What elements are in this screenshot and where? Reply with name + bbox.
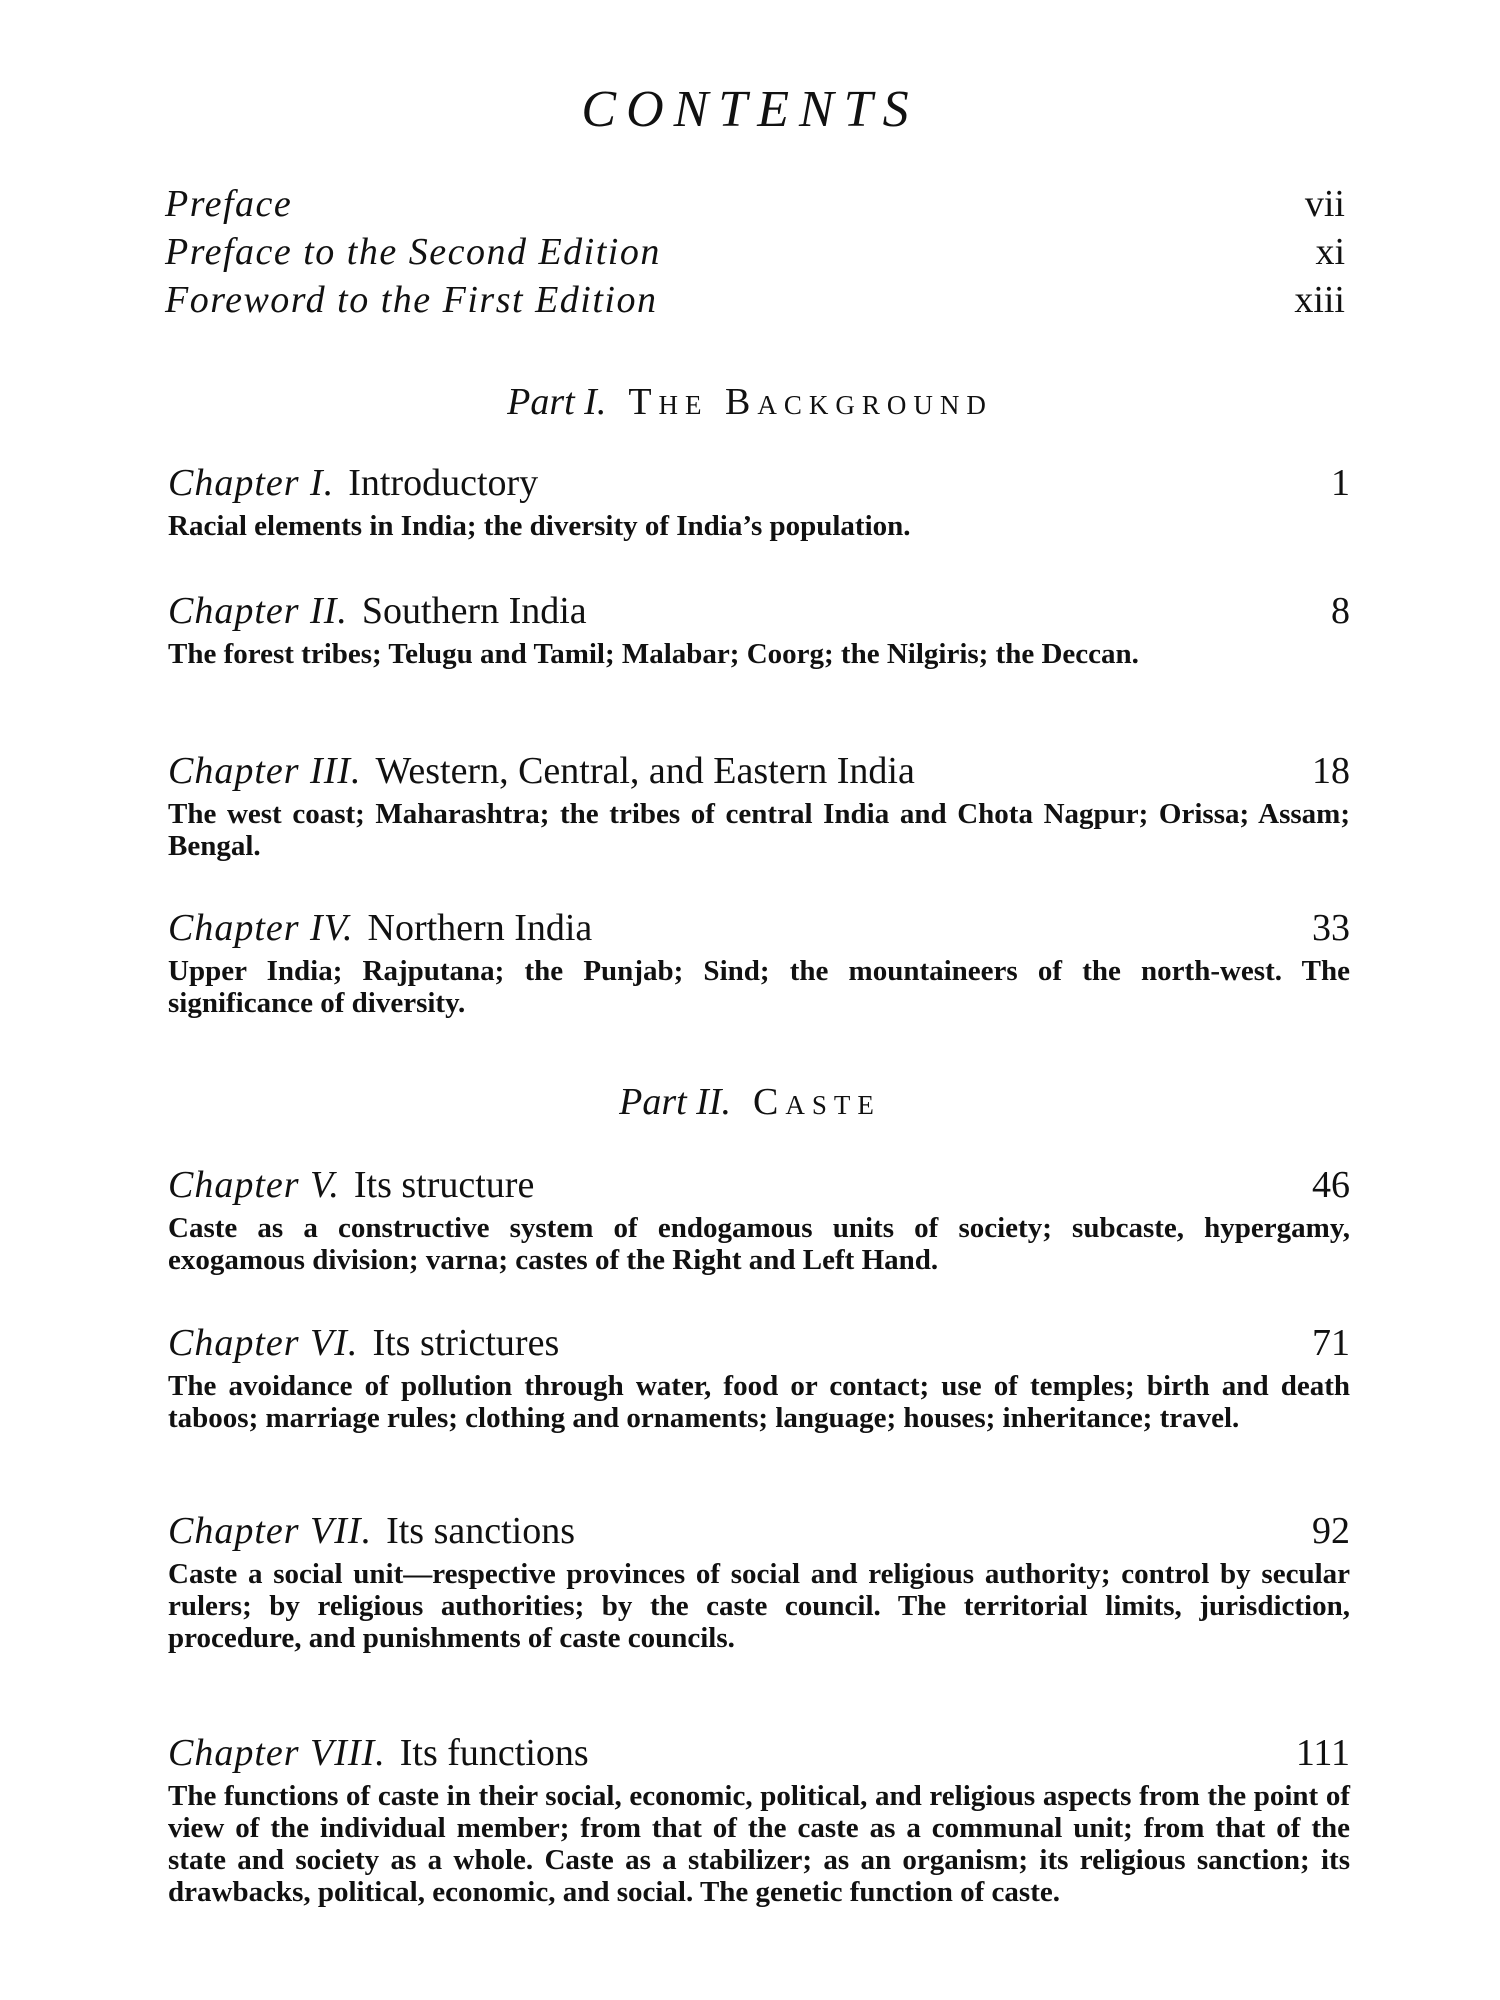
chapter-entry xyxy=(168,748,1350,862)
chapter-label: Chapter III. xyxy=(168,750,362,792)
front-matter-page: vii xyxy=(1304,183,1345,225)
chapter-summary: Caste a social unit—respective provinces of social and religious authority; control by secular rulers; by religious authorities; by the caste council. The territorial limits, jurisdiction, procedure, and punishments of caste councils. xyxy=(168,1558,1350,1654)
front-matter-label: Foreword to the First Edition xyxy=(165,279,658,321)
chapter-heading xyxy=(168,1730,1350,1776)
chapter-page: 111 xyxy=(1295,1732,1350,1774)
front-matter-label: Preface xyxy=(165,183,293,225)
chapter-heading xyxy=(168,905,1350,951)
chapter-label: Chapter IV. xyxy=(168,907,354,949)
part-label: Part II. xyxy=(619,1081,731,1123)
chapter-summary: Racial elements in India; the diversity of India’s population. xyxy=(168,510,911,542)
part-name: Caste xyxy=(753,1081,881,1123)
chapter-title: Its strictures xyxy=(372,1322,560,1364)
chapter-title: Western, Central, and Eastern India xyxy=(375,750,915,792)
chapter-summary: The forest tribes; Telugu and Tamil; Malabar; Coorg; the Nilgiris; the Deccan. xyxy=(168,638,1139,670)
chapter-entry xyxy=(168,588,1350,670)
chapter-entry xyxy=(168,1320,1350,1434)
chapter-page: 71 xyxy=(1312,1322,1350,1364)
chapter-heading xyxy=(168,1508,1350,1554)
front-matter-page: xiii xyxy=(1294,279,1345,321)
chapter-page: 8 xyxy=(1331,590,1350,632)
chapter-entry xyxy=(168,905,1350,1019)
chapter-summary: The west coast; Maharashtra; the tribes of central India and Chota Nagpur; Orissa; Assam; Bengal. xyxy=(168,798,1350,862)
chapter-heading xyxy=(168,1162,1350,1208)
front-matter-entry xyxy=(165,278,1345,322)
chapter-heading xyxy=(168,748,1350,794)
chapter-summary: Upper India; Rajputana; the Punjab; Sind; the mountaineers of the north-west. The significance of diversity. xyxy=(168,955,1350,1019)
chapter-entry xyxy=(168,1162,1350,1276)
page-title: CONTENTS xyxy=(581,81,919,138)
chapter-summary: The avoidance of pollution through water, food or contact; use of temples; birth and death taboos; marriage rules; clothing and ornaments; language; houses; inheritance; travel. xyxy=(168,1370,1350,1434)
part-name: The Background xyxy=(628,381,993,423)
chapter-heading xyxy=(168,460,1350,506)
part-heading xyxy=(0,1080,1500,1124)
chapter-page: 33 xyxy=(1312,907,1350,949)
chapter-title: Northern India xyxy=(367,907,593,949)
chapter-page: 1 xyxy=(1331,462,1350,504)
chapter-title: Its sanctions xyxy=(386,1510,576,1552)
chapter-title: Its functions xyxy=(399,1732,589,1774)
part-label: Part I. xyxy=(507,381,607,423)
chapter-label: Chapter VIII. xyxy=(168,1732,386,1774)
chapter-entry xyxy=(168,460,1350,542)
chapter-page: 46 xyxy=(1312,1164,1350,1206)
front-matter-page: xi xyxy=(1315,231,1345,273)
front-matter-label: Preface to the Second Edition xyxy=(165,231,661,273)
chapter-entry xyxy=(168,1508,1350,1654)
chapter-title: Introductory xyxy=(348,462,539,504)
chapter-entry xyxy=(168,1730,1350,1908)
chapter-heading xyxy=(168,588,1350,634)
chapter-label: Chapter I. xyxy=(168,462,335,504)
chapter-title: Southern India xyxy=(361,590,587,632)
front-matter-entry xyxy=(165,182,1345,226)
chapter-label: Chapter VII. xyxy=(168,1510,373,1552)
chapter-label: Chapter VI. xyxy=(168,1322,359,1364)
chapter-title: Its structure xyxy=(353,1164,535,1206)
front-matter-entry xyxy=(165,230,1345,274)
chapter-label: Chapter II. xyxy=(168,590,348,632)
chapter-summary: Caste as a constructive system of endogamous units of society; subcaste, hypergamy, exogamous division; varna; castes of the Right and Left Hand. xyxy=(168,1212,1350,1276)
chapter-page: 92 xyxy=(1312,1510,1350,1552)
chapter-page: 18 xyxy=(1312,750,1350,792)
chapter-summary: The functions of caste in their social, economic, political, and religious aspects from the point of view of the individual member; from that of the caste as a communal unit; from that of the state and society as a whole. Caste as a stabilizer; as an organism; its religious sanction; its drawbacks, political, economic, and social. The genetic function of caste. xyxy=(168,1780,1350,1908)
part-heading xyxy=(0,380,1500,424)
chapter-heading xyxy=(168,1320,1350,1366)
chapter-label: Chapter V. xyxy=(168,1164,340,1206)
